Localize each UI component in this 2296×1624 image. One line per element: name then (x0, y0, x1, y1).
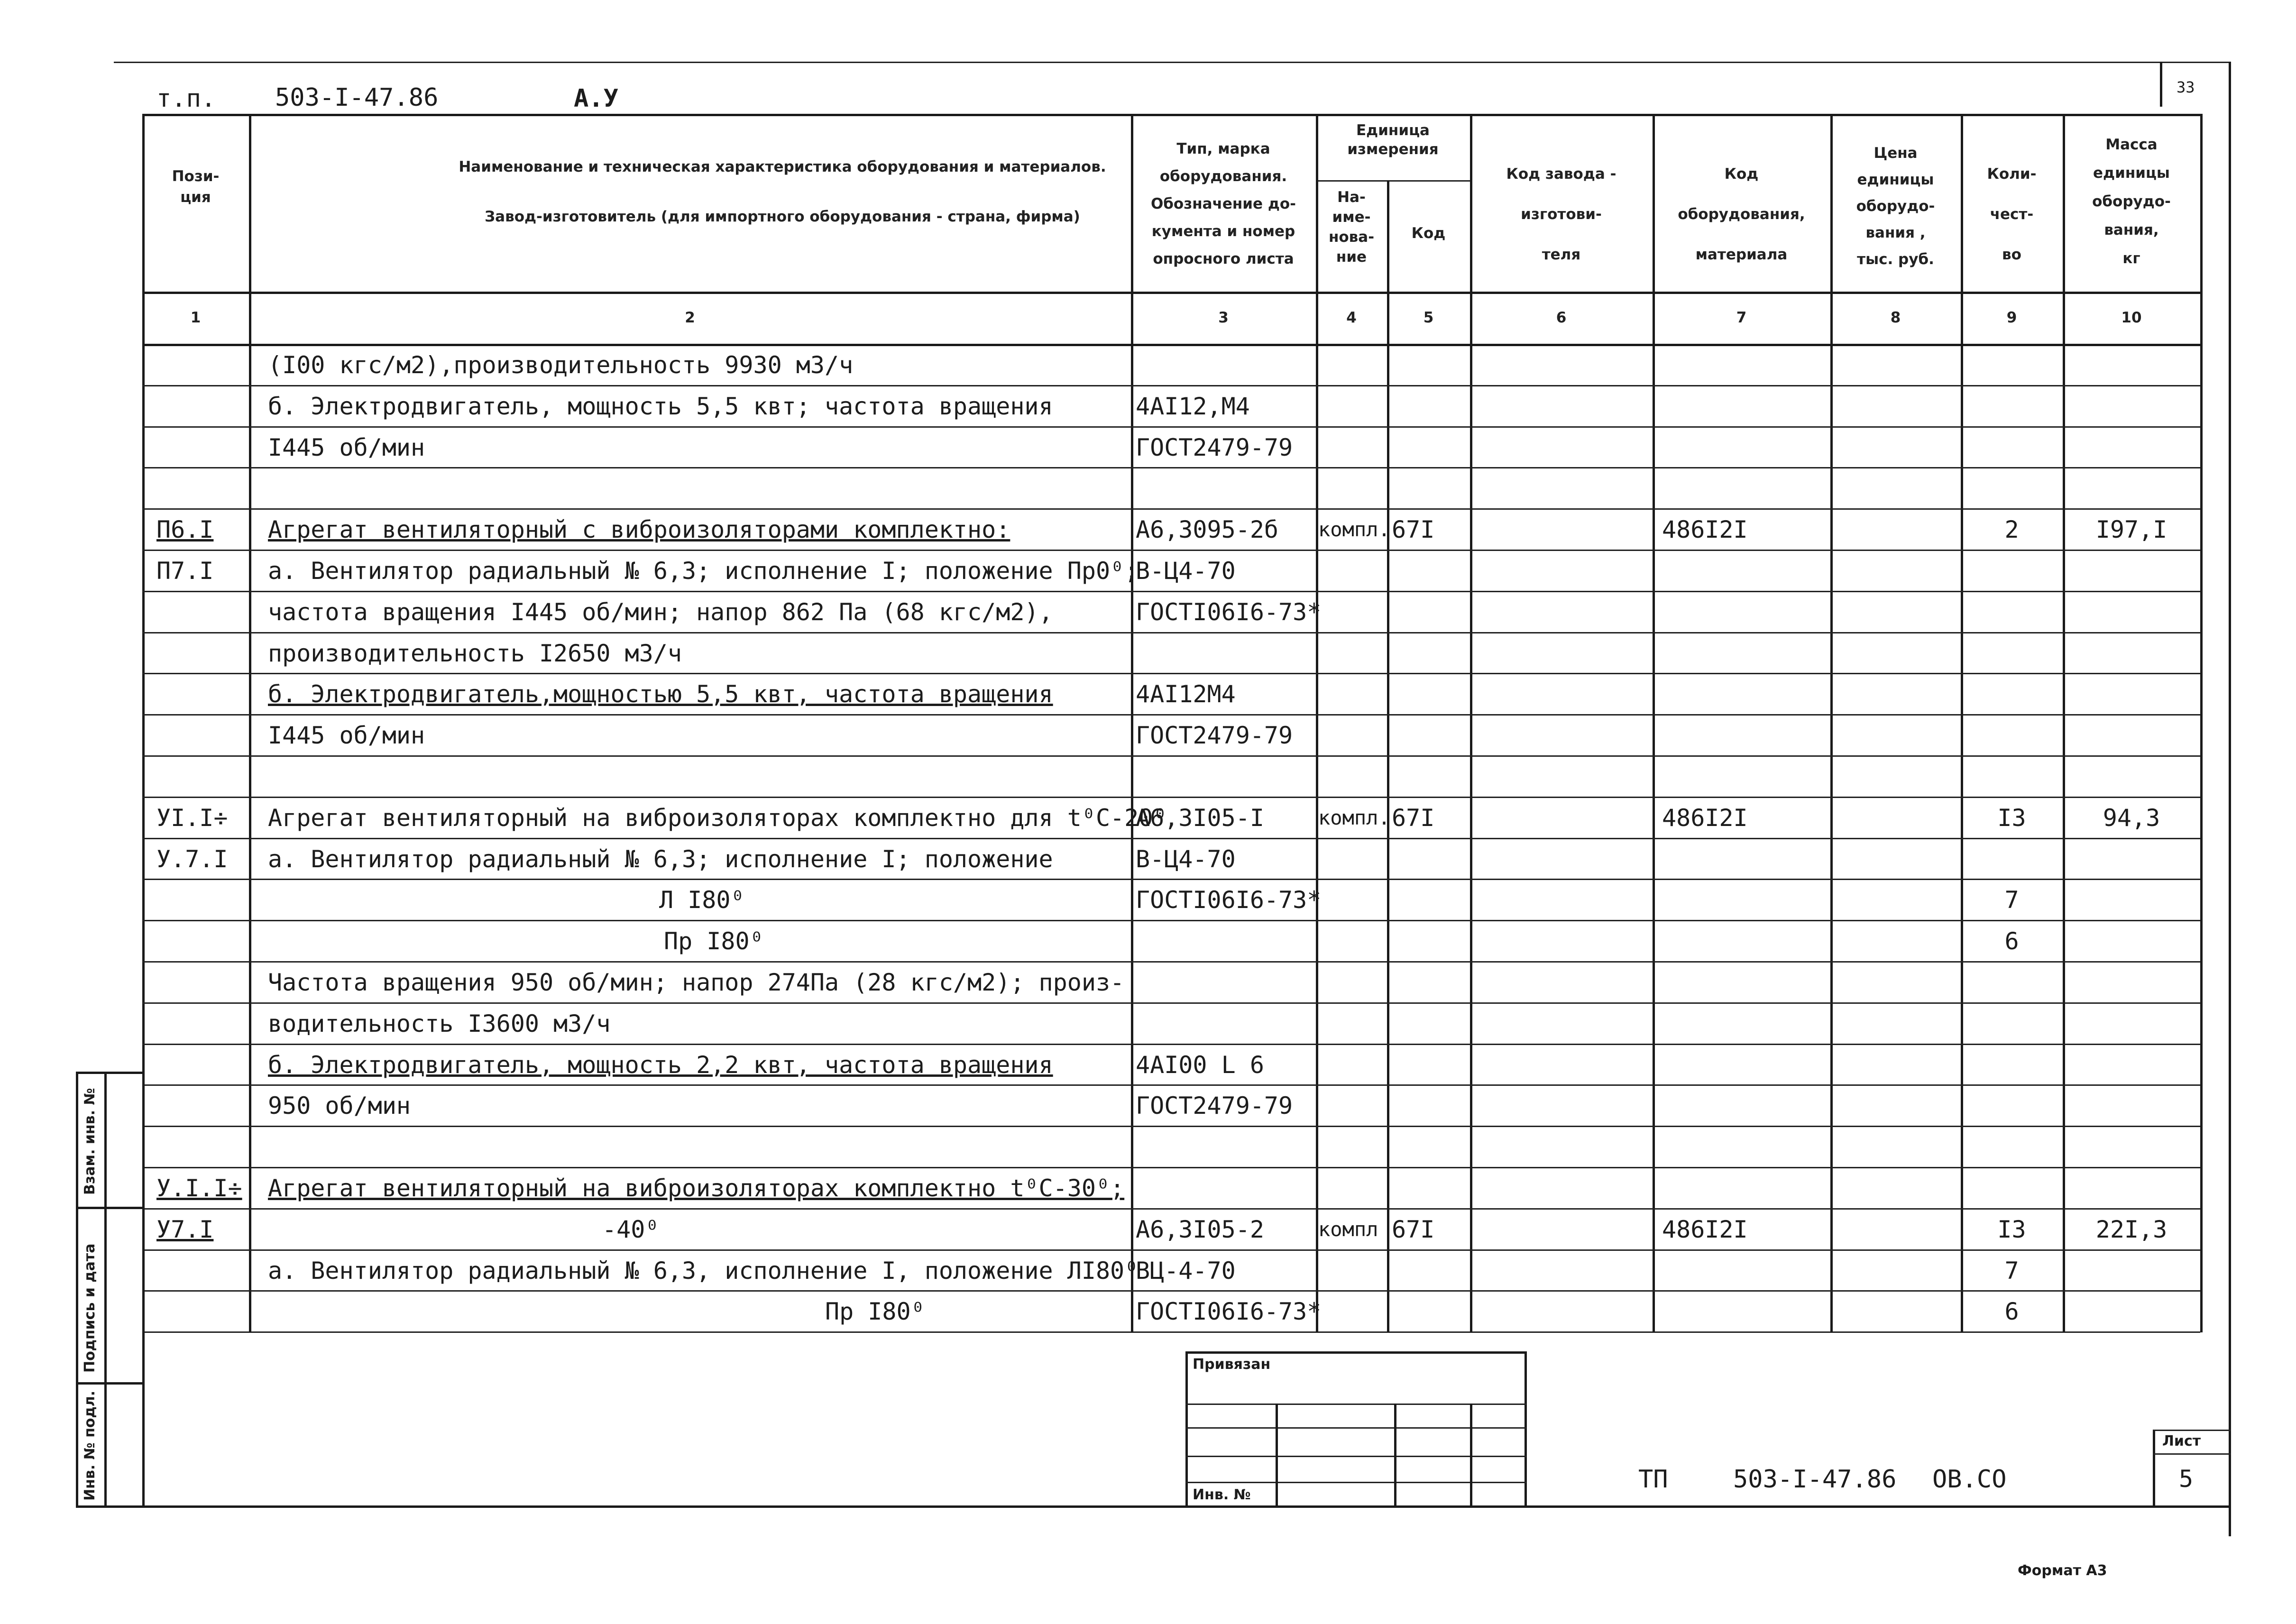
row-name: Пр I80⁰ (664, 927, 764, 955)
side-strip-div2 (76, 1382, 142, 1385)
row-mass: I97,I (2095, 516, 2167, 543)
side-strip-bottom (76, 1505, 142, 1508)
side-vzam: Взам. инв. № (82, 1088, 98, 1195)
row-name: I445 об/мин (268, 434, 425, 461)
row-name: б. Электродвигатель,мощностью 5,5 квт, частота вращения (268, 680, 1053, 708)
column-number: 2 (685, 309, 695, 326)
column-line (249, 114, 251, 1332)
sheet-number: 5 (2179, 1465, 2194, 1493)
row-line (142, 508, 2200, 510)
side-strip-left (76, 1072, 78, 1508)
row-line (142, 467, 2200, 468)
section-code: А.У (574, 84, 618, 113)
stamp-sheet-code: ОВ.СО (1932, 1465, 2007, 1494)
row-line (142, 1126, 2200, 1127)
row-type: 4АI12М4 (1136, 680, 1236, 708)
row-position: У.I.I÷ (156, 1174, 242, 1202)
row-mass: 94,3 (2103, 804, 2160, 832)
row-type: 4АI12,М4 (1136, 393, 1250, 420)
stamp-row4 (1185, 1482, 1527, 1483)
format-label: Формат А3 (2018, 1562, 2107, 1579)
row-name: Агрегат вентиляторный на виброизоляторах комплектно t⁰C-30⁰; (268, 1174, 1125, 1202)
stamp-col1 (1276, 1404, 1278, 1505)
row-unit-name: компл. (1318, 518, 1390, 541)
header-bottom (142, 292, 2200, 294)
column-number: 1 (190, 309, 201, 326)
column-number: 3 (1218, 309, 1229, 326)
row-equipment-code: 486I2I (1662, 1216, 1748, 1243)
row-quantity: 6 (2004, 927, 2019, 955)
row-position: П7.I (156, 557, 214, 585)
row-name: -40⁰ (602, 1216, 660, 1243)
row-mass: 22I,3 (2095, 1216, 2167, 1243)
header-name-line2: Завод-изготовитель (для импортного оборудования - страна, фирма) (485, 208, 1080, 225)
row-unit-name: компл (1318, 1218, 1378, 1241)
row-type: В-Ц4-70 (1136, 557, 1236, 585)
row-type: ГОСТI06I6-73* (1136, 598, 1322, 626)
header-unit-name: На- име- нова- ние (1328, 189, 1375, 266)
row-line (142, 838, 2200, 839)
row-type: А6,3095-2б (1136, 516, 1279, 543)
row-line (142, 961, 2200, 963)
row-name: Агрегат вентиляторный на виброизоляторах комплектно для t⁰C-20⁰ (268, 804, 1167, 832)
header-plant-code: Код завода - изготови- теля (1506, 165, 1616, 263)
column-number: 4 (1346, 309, 1357, 326)
row-unit-code: 67I (1392, 516, 1435, 543)
row-name: б. Электродвигатель, мощность 5,5 квт; частота вращения (268, 393, 1053, 420)
header-unit-code: Код (1411, 225, 1446, 242)
row-type: ГОСТI06I6-73* (1136, 886, 1322, 914)
row-line (142, 1249, 2200, 1251)
row-line (142, 879, 2200, 880)
row-type: ГОСТ2479-79 (1136, 1092, 1293, 1119)
column-number: 6 (1556, 309, 1567, 326)
row-quantity: 7 (2004, 1257, 2019, 1285)
stamp-col3 (1470, 1404, 1472, 1505)
header-quantity: Коли- чест- во (1987, 165, 2037, 263)
stamp-row1 (1185, 1404, 1527, 1405)
row-type: А6,3I05-2 (1136, 1216, 1264, 1243)
header-price: Цена единицы оборудо- вания , тыс. руб. (1856, 145, 1935, 268)
side-strip-mid (104, 1072, 107, 1508)
row-type: ВЦ-4-70 (1136, 1257, 1236, 1285)
side-inv-podl: Инв. № подл. (82, 1390, 98, 1501)
corner-box-line (2160, 62, 2162, 107)
header-unit: Единица измерения (1347, 122, 1439, 158)
row-line (142, 1290, 2200, 1292)
row-position: У7.I (156, 1216, 214, 1243)
stamp-project: 503-I-47.86 (1733, 1465, 1897, 1494)
column-number: 8 (1890, 309, 1901, 326)
stamp-privyazan: Привязан (1193, 1356, 1271, 1373)
sheet-box-mid (2153, 1453, 2231, 1455)
header-equipment-code: Код оборудования, материала (1678, 165, 1805, 263)
row-line (142, 1084, 2200, 1086)
row-line (142, 797, 2200, 798)
stamp-col2 (1394, 1404, 1396, 1505)
row-name: (I00 кгс/м2),производительность 9930 м3/ч (268, 351, 854, 379)
stamp-row2 (1185, 1427, 1527, 1429)
row-unit-code: 67I (1392, 804, 1435, 832)
project-number: 503-I-47.86 (275, 83, 439, 112)
stamp-top (1185, 1351, 1527, 1354)
row-name: Частота вращения 950 об/мин; напор 274Па (28 кгс/м2); произ- (268, 969, 1125, 996)
column-line (1653, 114, 1655, 1332)
column-line (2063, 114, 2065, 1332)
column-line (1830, 114, 1833, 1332)
row-line (142, 1167, 2200, 1168)
row-type: ГОСТ2479-79 (1136, 722, 1293, 749)
unit-split (1316, 180, 1470, 182)
row-name: I445 об/мин (268, 722, 425, 749)
row-line (142, 632, 2200, 633)
row-name: Агрегат вентиляторный с виброизоляторами комплектно: (268, 516, 1010, 543)
row-position: УI.I÷ (156, 804, 228, 832)
doc-prefix: т.п. (156, 84, 216, 113)
row-line (142, 714, 2200, 716)
row-line (142, 591, 2200, 592)
row-name: а. Вентилятор радиальный № 6,3; исполнение I; положение (268, 845, 1053, 873)
row-quantity: 6 (2004, 1298, 2019, 1325)
row-name: а. Вентилятор радиальный № 6,3; исполнение I; положение Пр0⁰; (268, 557, 1139, 585)
sheet-label: Лист (2162, 1433, 2201, 1450)
row-unit-name: компл. (1318, 806, 1390, 829)
side-strip-right (142, 1072, 145, 1508)
row-line (142, 755, 2200, 757)
row-name: Пр I80⁰ (825, 1298, 925, 1325)
row-name: водительность I3600 м3/ч (268, 1010, 611, 1037)
row-name: а. Вентилятор радиальный № 6,3, исполнение I, положение ЛI80⁰ (268, 1257, 1139, 1285)
stamp-inv: Инв. № (1193, 1486, 1251, 1503)
row-line (142, 426, 2200, 428)
row-type: В-Ц4-70 (1136, 845, 1236, 873)
row-name: частота вращения I445 об/мин; напор 862 Па (68 кгс/м2), (268, 598, 1053, 626)
side-podpis: Подпись и дата (82, 1243, 98, 1373)
stamp-left (1185, 1351, 1188, 1508)
row-type: ГОСТ2479-79 (1136, 434, 1293, 461)
right-border (2229, 62, 2231, 1536)
header-name-line1: Наименование и техническая характеристика оборудования и материалов. (459, 158, 1106, 175)
table-bottom (142, 1331, 2200, 1333)
column-line (1131, 114, 1133, 1332)
side-strip-top (76, 1072, 142, 1074)
row-line (142, 385, 2200, 386)
row-line (142, 673, 2200, 674)
row-unit-code: 67I (1392, 1216, 1435, 1243)
row-line (142, 1208, 2200, 1210)
row-quantity: 7 (2004, 886, 2019, 914)
column-line (1316, 114, 1318, 1332)
column-line (1961, 114, 1963, 1332)
row-type: ГОСТI06I6-73* (1136, 1298, 1322, 1325)
row-name: Л I80⁰ (659, 886, 745, 914)
sheet-box-top (2153, 1430, 2231, 1431)
row-line (142, 1044, 2200, 1045)
header-position: Пози- ция (172, 168, 220, 206)
row-type: А6,3I05-I (1136, 804, 1264, 832)
column-number: 7 (1736, 309, 1747, 326)
row-name: 950 об/мин (268, 1092, 411, 1119)
row-quantity: I3 (1997, 804, 2026, 832)
row-name: производительность I2650 м3/ч (268, 640, 682, 667)
row-quantity: 2 (2004, 516, 2019, 543)
row-line (142, 550, 2200, 551)
column-number: 9 (2006, 309, 2017, 326)
row-position: П6.I (156, 516, 214, 543)
row-equipment-code: 486I2I (1662, 516, 1748, 543)
top-border (114, 62, 2229, 63)
row-type: 4АI00 L 6 (1136, 1051, 1264, 1079)
row-name: б. Электродвигатель, мощность 2,2 квт, частота вращения (268, 1051, 1053, 1079)
row-position: У.7.I (156, 845, 228, 873)
column-line (2200, 114, 2203, 1332)
stamp-row3 (1185, 1456, 1527, 1457)
header-mass: Масса единицы оборудо- вания, кг (2092, 136, 2171, 267)
column-line (1470, 114, 1472, 1332)
corner-page: 33 (2177, 78, 2195, 96)
row-line (142, 1002, 2200, 1004)
header-type: Тип, марка оборудования. Обозначение до- кумента и номер опросного листа (1150, 140, 1296, 267)
row-equipment-code: 486I2I (1662, 804, 1748, 832)
stamp-right (1525, 1351, 1527, 1508)
side-strip-div1 (76, 1207, 142, 1209)
sheet-box-left (2153, 1430, 2155, 1508)
row-line (142, 920, 2200, 921)
column-number: 5 (1423, 309, 1434, 326)
row-quantity: I3 (1997, 1216, 2026, 1243)
stamp-tp: ТП (1638, 1465, 1668, 1494)
table-top (142, 114, 2200, 116)
column-number: 10 (2121, 309, 2142, 326)
numbers-bottom (142, 344, 2200, 346)
